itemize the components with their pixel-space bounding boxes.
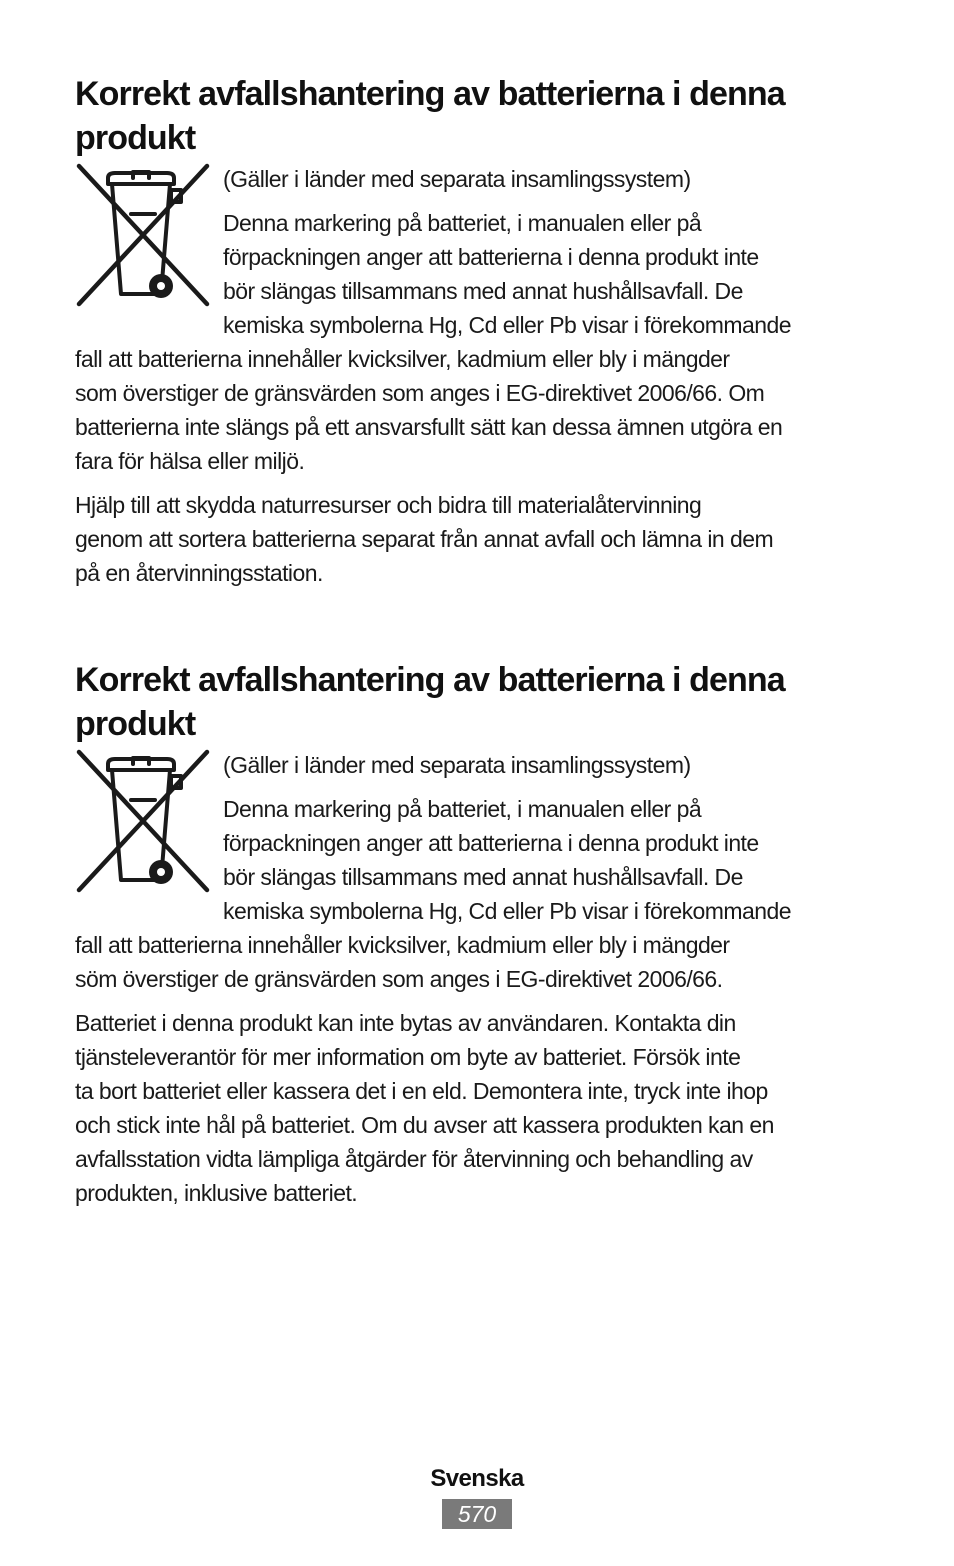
text-line: fall att batterierna innehåller kvicksilver, kadmium eller bly i mängder (75, 932, 730, 958)
wrap-text (223, 792, 885, 928)
text-line: Hjälp till att skydda naturresurser och bidra till materialåtervinning (75, 492, 702, 518)
text-line: söm överstiger de gränsvärden som anges i EG-direktivet 2006/66. (75, 966, 723, 992)
applicability-note: (Gäller i länder med separata insamlingssystem) (223, 166, 691, 192)
text-line: kemiska symbolerna Hg, Cd eller Pb visar i förekommande (223, 312, 791, 338)
text-line: förpackningen anger att batterierna i denna produkt inte (223, 244, 759, 270)
wrap-text (223, 206, 885, 342)
heading-line-1: Korrekt avfallshantering av batterierna i denna (75, 661, 785, 699)
text-line: bör slängas tillsammans med annat hushållsavfall. De (223, 864, 743, 890)
text-line: Batteriet i denna produkt kan inte bytas av användaren. Kontakta din (75, 1010, 736, 1036)
text-line: fall att batterierna innehåller kvicksilver, kadmium eller bly i mängder (75, 346, 730, 372)
text-line: Denna markering på batteriet, i manualen eller på (223, 796, 702, 822)
full-width-text (75, 928, 885, 996)
section-heading (75, 72, 885, 160)
text-line: som överstiger de gränsvärden som anges i EG-direktivet 2006/66. Om (75, 380, 765, 406)
text-line: på en återvinningsstation. (75, 560, 323, 586)
heading-line-1: Korrekt avfallshantering av batterierna i denna (75, 75, 785, 113)
intro-block (75, 748, 885, 1210)
disposal-section-2 (75, 658, 885, 1210)
page-footer (0, 1463, 954, 1529)
disposal-section-1 (75, 72, 885, 590)
text-line: Denna markering på batteriet, i manualen eller på (223, 210, 702, 236)
text-line: och stick inte hål på batteriet. Om du avser att kassera produkten kan en (75, 1112, 774, 1138)
text-line: förpackningen anger att batterierna i denna produkt inte (223, 830, 759, 856)
section-heading (75, 658, 885, 746)
footer-language: Svenska (430, 1465, 524, 1492)
text-line: fara för hälsa eller miljö. (75, 448, 305, 474)
text-line: kemiska symbolerna Hg, Cd eller Pb visar i förekommande (223, 898, 791, 924)
text-line: genom att sortera batterierna separat från annat avfall och lämna in dem (75, 526, 774, 552)
full-width-text (75, 342, 885, 478)
text-line: tjänsteleverantör för mer information om byte av batteriet. Försök inte (75, 1044, 741, 1070)
text-line: bör slängas tillsammans med annat hushållsavfall. De (223, 278, 743, 304)
heading-line-2: produkt (75, 705, 196, 743)
text-line: batterierna inte slängs på ett ansvarsfullt sätt kan dessa ämnen utgöra en (75, 414, 783, 440)
intro-block (75, 162, 885, 590)
page-number-badge: 570 (442, 1499, 512, 1529)
applicability-note: (Gäller i länder med separata insamlingssystem) (223, 752, 691, 778)
body-paragraph (75, 488, 885, 590)
text-line: avfallsstation vidta lämpliga åtgärder för återvinning och behandling av (75, 1146, 753, 1172)
crossed-out-wheelie-bin-icon (75, 162, 211, 310)
body-paragraph (75, 1006, 885, 1210)
text-line: ta bort batteriet eller kassera det i en eld. Demontera inte, tryck inte ihop (75, 1078, 768, 1104)
text-line: produkten, inklusive batteriet. (75, 1180, 358, 1206)
heading-line-2: produkt (75, 119, 196, 157)
crossed-out-wheelie-bin-icon (75, 748, 211, 896)
